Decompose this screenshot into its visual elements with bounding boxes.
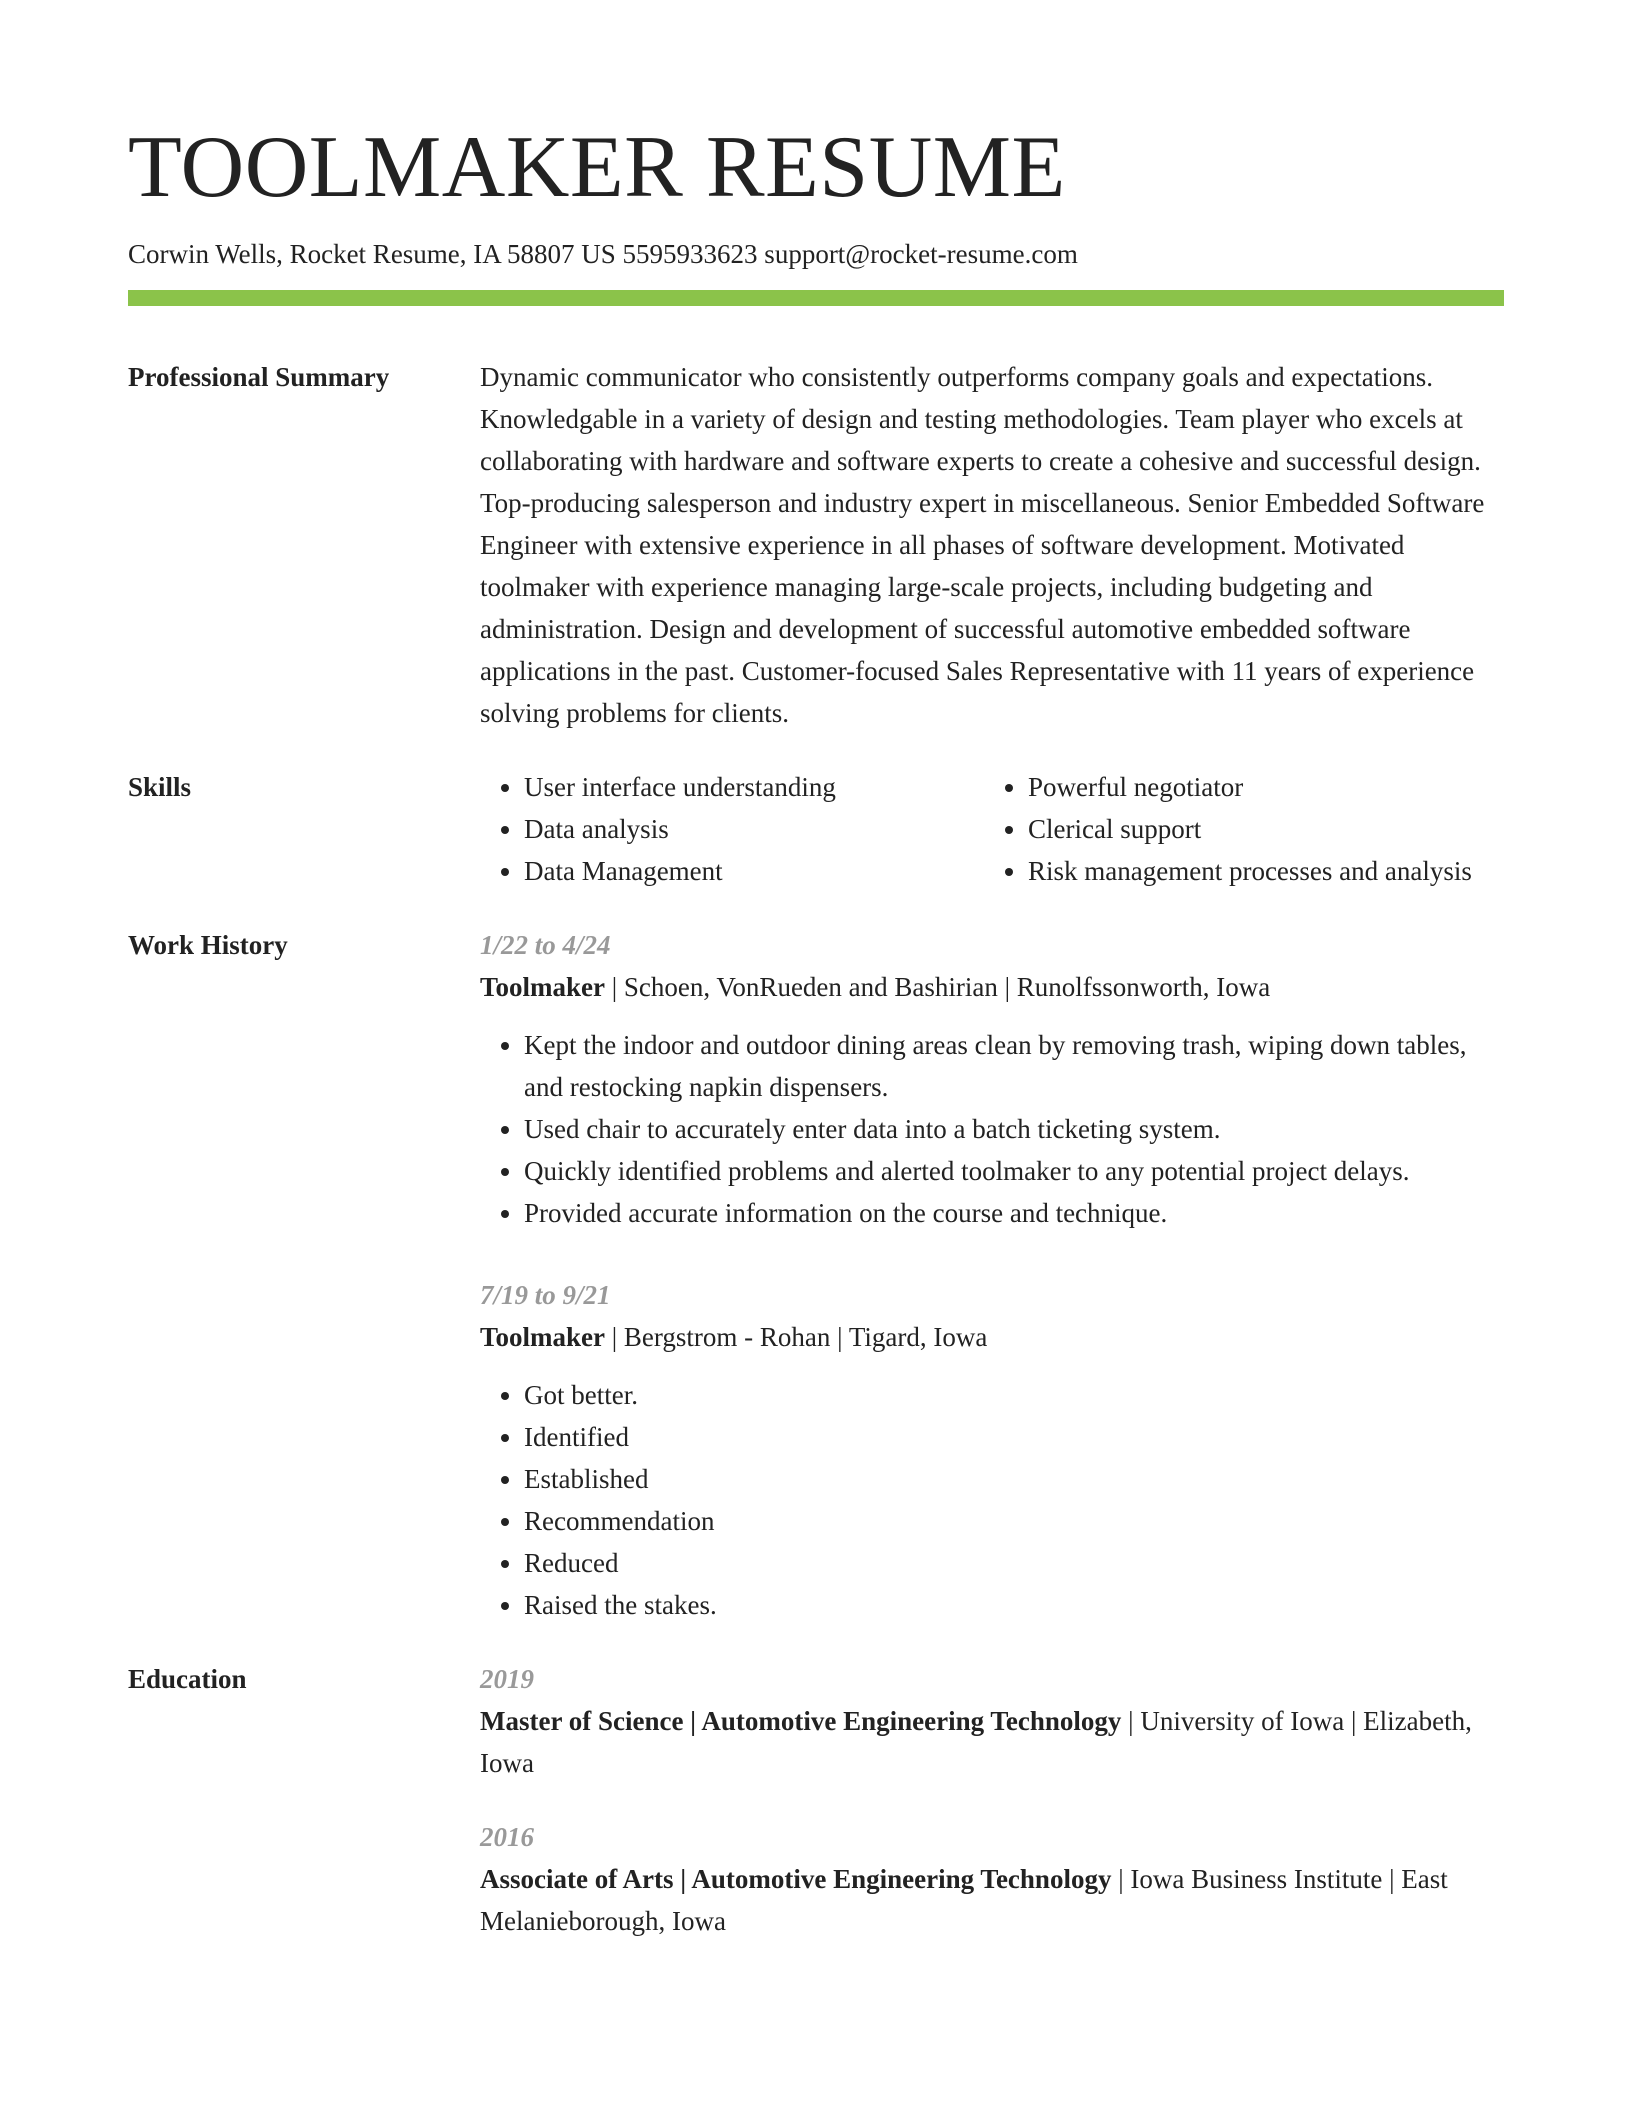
education-section — [128, 1658, 1504, 1942]
job-entry — [480, 924, 1504, 1234]
resume-title: TOOLMAKER RESUME — [128, 119, 1066, 216]
job-bullet: • Identified — [524, 1416, 1504, 1458]
education-line — [480, 1858, 1504, 1942]
education-details: | University of Iowa | Elizabeth, Iowa — [480, 1706, 1472, 1779]
education-year: 2019 — [480, 1664, 534, 1695]
job-bullet: • Got better. — [524, 1374, 1504, 1416]
job-bullet: • Established — [524, 1458, 1504, 1500]
section-label-work: Work History — [128, 930, 288, 961]
education-year: 2016 — [480, 1822, 534, 1853]
job-bullet: • Recommendation — [524, 1500, 1504, 1542]
summary-text: Dynamic communicator who consistently outperforms company goals and expectations. Knowledgable in a variety of design and testing methodologies. Team player who excels at collaborating with hardware and software experts to create a cohesive and successful design. Top-producing salesperson and industry expert in miscellaneous. Senior Embedded Software Engineer with extensive experience in all phases of software development. Motivated toolmaker with experience managing large-scale projects, including budgeting and administration. Design and development of successful automotive embedded software applications in the past. Customer-focused Sales Representative with 11 years of experience solving problems for clients. — [480, 362, 1485, 729]
job-bullets — [480, 1374, 1504, 1626]
skill-item: • Data Management — [524, 850, 984, 892]
job-role: Toolmaker — [480, 1322, 606, 1353]
job-bullet: • Kept the indoor and outdoor dining areas clean by removing trash, wiping down tables, and restocking napkin dispensers. — [524, 1024, 1504, 1108]
accent-divider — [128, 290, 1504, 306]
skill-item: • User interface understanding — [524, 766, 984, 808]
education-degree: Master of Science | Automotive Engineering Technology — [480, 1706, 1122, 1737]
job-dates: 7/19 to 9/21 — [480, 1280, 611, 1311]
job-title-line — [480, 966, 1504, 1008]
education-entry — [480, 1816, 1504, 1942]
section-label-summary: Professional Summary — [128, 362, 390, 393]
job-details: | Schoen, VonRueden and Bashirian | Runolfssonworth, Iowa — [605, 972, 1271, 1003]
education-details: | Iowa Business Institute | East Melanieborough, Iowa — [480, 1864, 1448, 1937]
education-line — [480, 1700, 1504, 1784]
summary-section — [128, 356, 1504, 734]
job-bullet: • Quickly identified problems and alerted toolmaker to any potential project delays. — [524, 1150, 1504, 1192]
section-label-skills: Skills — [128, 772, 192, 803]
job-details: | Bergstrom - Rohan | Tigard, Iowa — [605, 1322, 988, 1353]
skill-item: • Data analysis — [524, 808, 984, 850]
education-entries — [480, 1658, 1504, 1942]
skills-list-left — [480, 766, 984, 892]
skill-item: • Risk management processes and analysis — [1028, 850, 1504, 892]
contact-line: Corwin Wells, Rocket Resume, IA 58807 US 5595933623 support@rocket-resume.com — [128, 239, 1078, 269]
job-bullet: • Reduced — [524, 1542, 1504, 1584]
skills-section — [128, 766, 1504, 892]
job-bullet: • Used chair to accurately enter data into a batch ticketing system. — [524, 1108, 1504, 1150]
skill-item: • Powerful negotiator — [1028, 766, 1504, 808]
job-title-line — [480, 1316, 1504, 1358]
job-bullets — [480, 1024, 1504, 1234]
education-entry — [480, 1658, 1504, 1784]
skills-list-right — [984, 766, 1504, 892]
section-label-education: Education — [128, 1664, 247, 1695]
work-history-section — [128, 924, 1504, 1626]
job-role: Toolmaker — [480, 972, 606, 1003]
skills-grid — [480, 766, 1504, 892]
job-bullet: • Raised the stakes. — [524, 1584, 1504, 1626]
education-degree: Associate of Arts | Automotive Engineering Technology — [480, 1864, 1112, 1895]
skill-item: • Clerical support — [1028, 808, 1504, 850]
work-entries — [480, 924, 1504, 1626]
job-entry — [480, 1274, 1504, 1626]
job-dates: 1/22 to 4/24 — [480, 930, 611, 961]
job-bullet: • Provided accurate information on the course and technique. — [524, 1192, 1504, 1234]
